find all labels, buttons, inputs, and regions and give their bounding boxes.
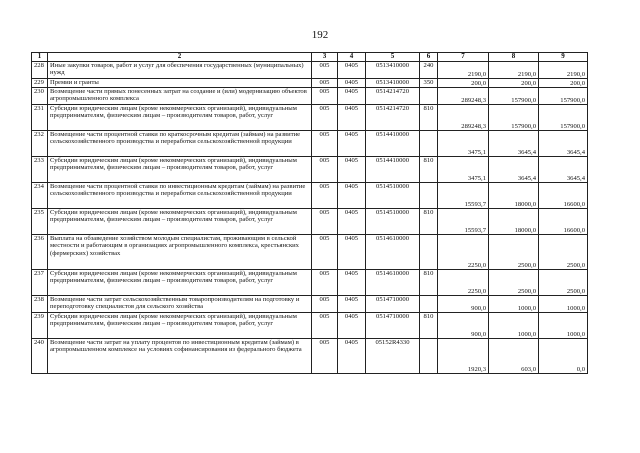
- column-header: 1: [32, 53, 48, 62]
- row-number: 235: [32, 209, 48, 235]
- cell-section-code: 0405: [338, 105, 366, 131]
- cell-amount-col8: 1000,0: [489, 313, 539, 339]
- row-description: Выплата на обзаведение хозяйством молодым специалистам, проживающим в сельской местности и работающим в организациях агропромышленного комплекса, крестьянских (фермерских) хозяйствах: [48, 235, 312, 270]
- cell-amount-col7: 2250,0: [438, 270, 489, 296]
- row-number: 233: [32, 157, 48, 183]
- cell-expense-type: [420, 339, 438, 374]
- cell-amount-col8: 157900,0: [489, 88, 539, 105]
- row-description: Премии и гранты: [48, 79, 312, 88]
- cell-ministry-code: 005: [312, 339, 338, 374]
- row-description: Иные закупки товаров, работ и услуг для обеспечения государственных (муниципальных) нужд: [48, 62, 312, 79]
- cell-target-code: 0514710000: [366, 296, 420, 313]
- row-number: 231: [32, 105, 48, 131]
- cell-amount-col8: 200,0: [489, 79, 539, 88]
- row-number: 229: [32, 79, 48, 88]
- cell-ministry-code: 005: [312, 235, 338, 270]
- cell-amount-col8: 18000,0: [489, 209, 539, 235]
- cell-amount-col8: 3645,4: [489, 157, 539, 183]
- cell-amount-col7: 3475,1: [438, 157, 489, 183]
- cell-amount-col8: 1000,0: [489, 296, 539, 313]
- cell-amount-col7: 1920,3: [438, 339, 489, 374]
- cell-amount-col7: 3475,1: [438, 131, 489, 157]
- row-number: 230: [32, 88, 48, 105]
- cell-section-code: 0405: [338, 235, 366, 270]
- cell-section-code: 0405: [338, 296, 366, 313]
- cell-expense-type: [420, 131, 438, 157]
- cell-ministry-code: 005: [312, 157, 338, 183]
- cell-ministry-code: 005: [312, 183, 338, 209]
- cell-amount-col7: 15593,7: [438, 209, 489, 235]
- cell-expense-type: 350: [420, 79, 438, 88]
- cell-amount-col9: 16600,0: [539, 183, 588, 209]
- cell-target-code: 0513410000: [366, 62, 420, 79]
- table-row: [32, 88, 588, 105]
- cell-target-code: 0514410000: [366, 131, 420, 157]
- cell-amount-col9: 2190,0: [539, 62, 588, 79]
- cell-target-code: 0514710000: [366, 313, 420, 339]
- table-row: [32, 157, 588, 183]
- cell-expense-type: 810: [420, 313, 438, 339]
- cell-ministry-code: 005: [312, 79, 338, 88]
- row-description: Возмещение части прямых понесенных затрат на создание и (или) модернизацию объектов агропромышленного комплекса: [48, 88, 312, 105]
- cell-amount-col9: 157900,0: [539, 105, 588, 131]
- table-row: [32, 105, 588, 131]
- column-header: 5: [366, 53, 420, 62]
- cell-expense-type: [420, 88, 438, 105]
- column-header: 3: [312, 53, 338, 62]
- column-header: 2: [48, 53, 312, 62]
- cell-expense-type: 240: [420, 62, 438, 79]
- row-description: Возмещение части затрат сельскохозяйственным товаропроизводителям на подготовку и переподготовку специалистов для сельского хозяйства: [48, 296, 312, 313]
- cell-amount-col9: 1000,0: [539, 313, 588, 339]
- table-row: [32, 296, 588, 313]
- row-number: 237: [32, 270, 48, 296]
- cell-target-code: 0514214720: [366, 88, 420, 105]
- table-row: [32, 183, 588, 209]
- cell-section-code: 0405: [338, 62, 366, 79]
- cell-section-code: 0405: [338, 183, 366, 209]
- cell-amount-col7: 289248,3: [438, 88, 489, 105]
- table-row: [32, 79, 588, 88]
- column-header: 8: [489, 53, 539, 62]
- cell-amount-col8: 157900,0: [489, 105, 539, 131]
- cell-section-code: 0405: [338, 79, 366, 88]
- cell-target-code: 0514214720: [366, 105, 420, 131]
- cell-section-code: 0405: [338, 209, 366, 235]
- cell-amount-col7: 900,0: [438, 296, 489, 313]
- cell-expense-type: 810: [420, 270, 438, 296]
- row-number: 234: [32, 183, 48, 209]
- cell-amount-col7: 200,0: [438, 79, 489, 88]
- cell-expense-type: [420, 183, 438, 209]
- cell-amount-col8: 3645,4: [489, 131, 539, 157]
- cell-amount-col7: 2190,0: [438, 62, 489, 79]
- cell-amount-col9: 2500,0: [539, 235, 588, 270]
- cell-section-code: 0405: [338, 270, 366, 296]
- row-description: Возмещение части процентной ставки по краткосрочным кредитам (займам) на развитие сельскохозяйственного производства и переработки сельскохозяйственной продукции: [48, 131, 312, 157]
- table-row: [32, 313, 588, 339]
- table-row: [32, 209, 588, 235]
- row-description: Субсидии юридическим лицам (кроме некоммерческих организаций), индивидуальным предпринимателям, физическим лицам – производителям товаров, работ, услуг: [48, 157, 312, 183]
- cell-target-code: 0514410000: [366, 157, 420, 183]
- cell-ministry-code: 005: [312, 209, 338, 235]
- row-number: 240: [32, 339, 48, 374]
- cell-amount-col8: 18000,0: [489, 183, 539, 209]
- cell-expense-type: 810: [420, 209, 438, 235]
- row-number: 239: [32, 313, 48, 339]
- row-description: Субсидии юридическим лицам (кроме некоммерческих организаций), индивидуальным предпринимателям, физическим лицам – производителям товаров, работ, услуг: [48, 313, 312, 339]
- row-description: Субсидии юридическим лицам (кроме некоммерческих организаций), индивидуальным предпринимателям, физическим лицам – производителям товаров, работ, услуг: [48, 105, 312, 131]
- cell-amount-col9: 1000,0: [539, 296, 588, 313]
- cell-ministry-code: 005: [312, 270, 338, 296]
- cell-amount-col8: 2500,0: [489, 270, 539, 296]
- cell-expense-type: 810: [420, 105, 438, 131]
- table-row: [32, 235, 588, 270]
- row-description: Субсидии юридическим лицам (кроме некоммерческих организаций), индивидуальным предпринимателям, физическим лицам – производителям товаров, работ, услуг: [48, 209, 312, 235]
- cell-amount-col8: 2500,0: [489, 235, 539, 270]
- cell-amount-col9: 3645,4: [539, 157, 588, 183]
- row-number: 238: [32, 296, 48, 313]
- cell-ministry-code: 005: [312, 105, 338, 131]
- cell-amount-col7: 900,0: [438, 313, 489, 339]
- column-header: 6: [420, 53, 438, 62]
- cell-target-code: 0514510000: [366, 183, 420, 209]
- cell-target-code: 0514510000: [366, 209, 420, 235]
- cell-target-code: 0513410000: [366, 79, 420, 88]
- table-row: [32, 270, 588, 296]
- cell-expense-type: [420, 296, 438, 313]
- cell-target-code: 0514610000: [366, 235, 420, 270]
- table-row: [32, 62, 588, 79]
- cell-amount-col7: 15593,7: [438, 183, 489, 209]
- cell-amount-col9: 2500,0: [539, 270, 588, 296]
- column-header: 7: [438, 53, 489, 62]
- row-number: 232: [32, 131, 48, 157]
- budget-table: [31, 52, 588, 374]
- cell-section-code: 0405: [338, 339, 366, 374]
- cell-section-code: 0405: [338, 157, 366, 183]
- cell-amount-col9: 3645,4: [539, 131, 588, 157]
- cell-ministry-code: 005: [312, 88, 338, 105]
- cell-expense-type: [420, 235, 438, 270]
- row-description: Возмещение части процентной ставки по инвестиционным кредитам (займам) на развитие сельскохозяйственного производства и переработки сельскохозяйственной продукции: [48, 183, 312, 209]
- cell-amount-col9: 200,0: [539, 79, 588, 88]
- cell-target-code: 0514610000: [366, 270, 420, 296]
- row-number: 236: [32, 235, 48, 270]
- cell-amount-col8: 2190,0: [489, 62, 539, 79]
- cell-amount-col9: 16600,0: [539, 209, 588, 235]
- row-description: Субсидии юридическим лицам (кроме некоммерческих организаций), индивидуальным предпринимателям, физическим лицам – производителям товаров, работ, услуг: [48, 270, 312, 296]
- cell-amount-col9: 0,0: [539, 339, 588, 374]
- cell-section-code: 0405: [338, 88, 366, 105]
- cell-section-code: 0405: [338, 131, 366, 157]
- cell-ministry-code: 005: [312, 131, 338, 157]
- page-number: 192: [311, 29, 329, 41]
- column-header: 4: [338, 53, 366, 62]
- cell-target-code: 05152R4330: [366, 339, 420, 374]
- column-header: 9: [539, 53, 588, 62]
- cell-amount-col7: 289248,3: [438, 105, 489, 131]
- cell-amount-col7: 2250,0: [438, 235, 489, 270]
- table-row: [32, 131, 588, 157]
- table-row: [32, 339, 588, 374]
- cell-expense-type: 810: [420, 157, 438, 183]
- row-number: 228: [32, 62, 48, 79]
- cell-ministry-code: 005: [312, 62, 338, 79]
- row-description: Возмещение части затрат на уплату процентов по инвестиционным кредитам (займам) в агропромышленном комплексе на условиях софинансирования из федерального бюджета: [48, 339, 312, 374]
- cell-amount-col9: 157900,0: [539, 88, 588, 105]
- table-header-row: [32, 53, 588, 62]
- cell-amount-col8: 603,0: [489, 339, 539, 374]
- cell-ministry-code: 005: [312, 313, 338, 339]
- cell-ministry-code: 005: [312, 296, 338, 313]
- cell-section-code: 0405: [338, 313, 366, 339]
